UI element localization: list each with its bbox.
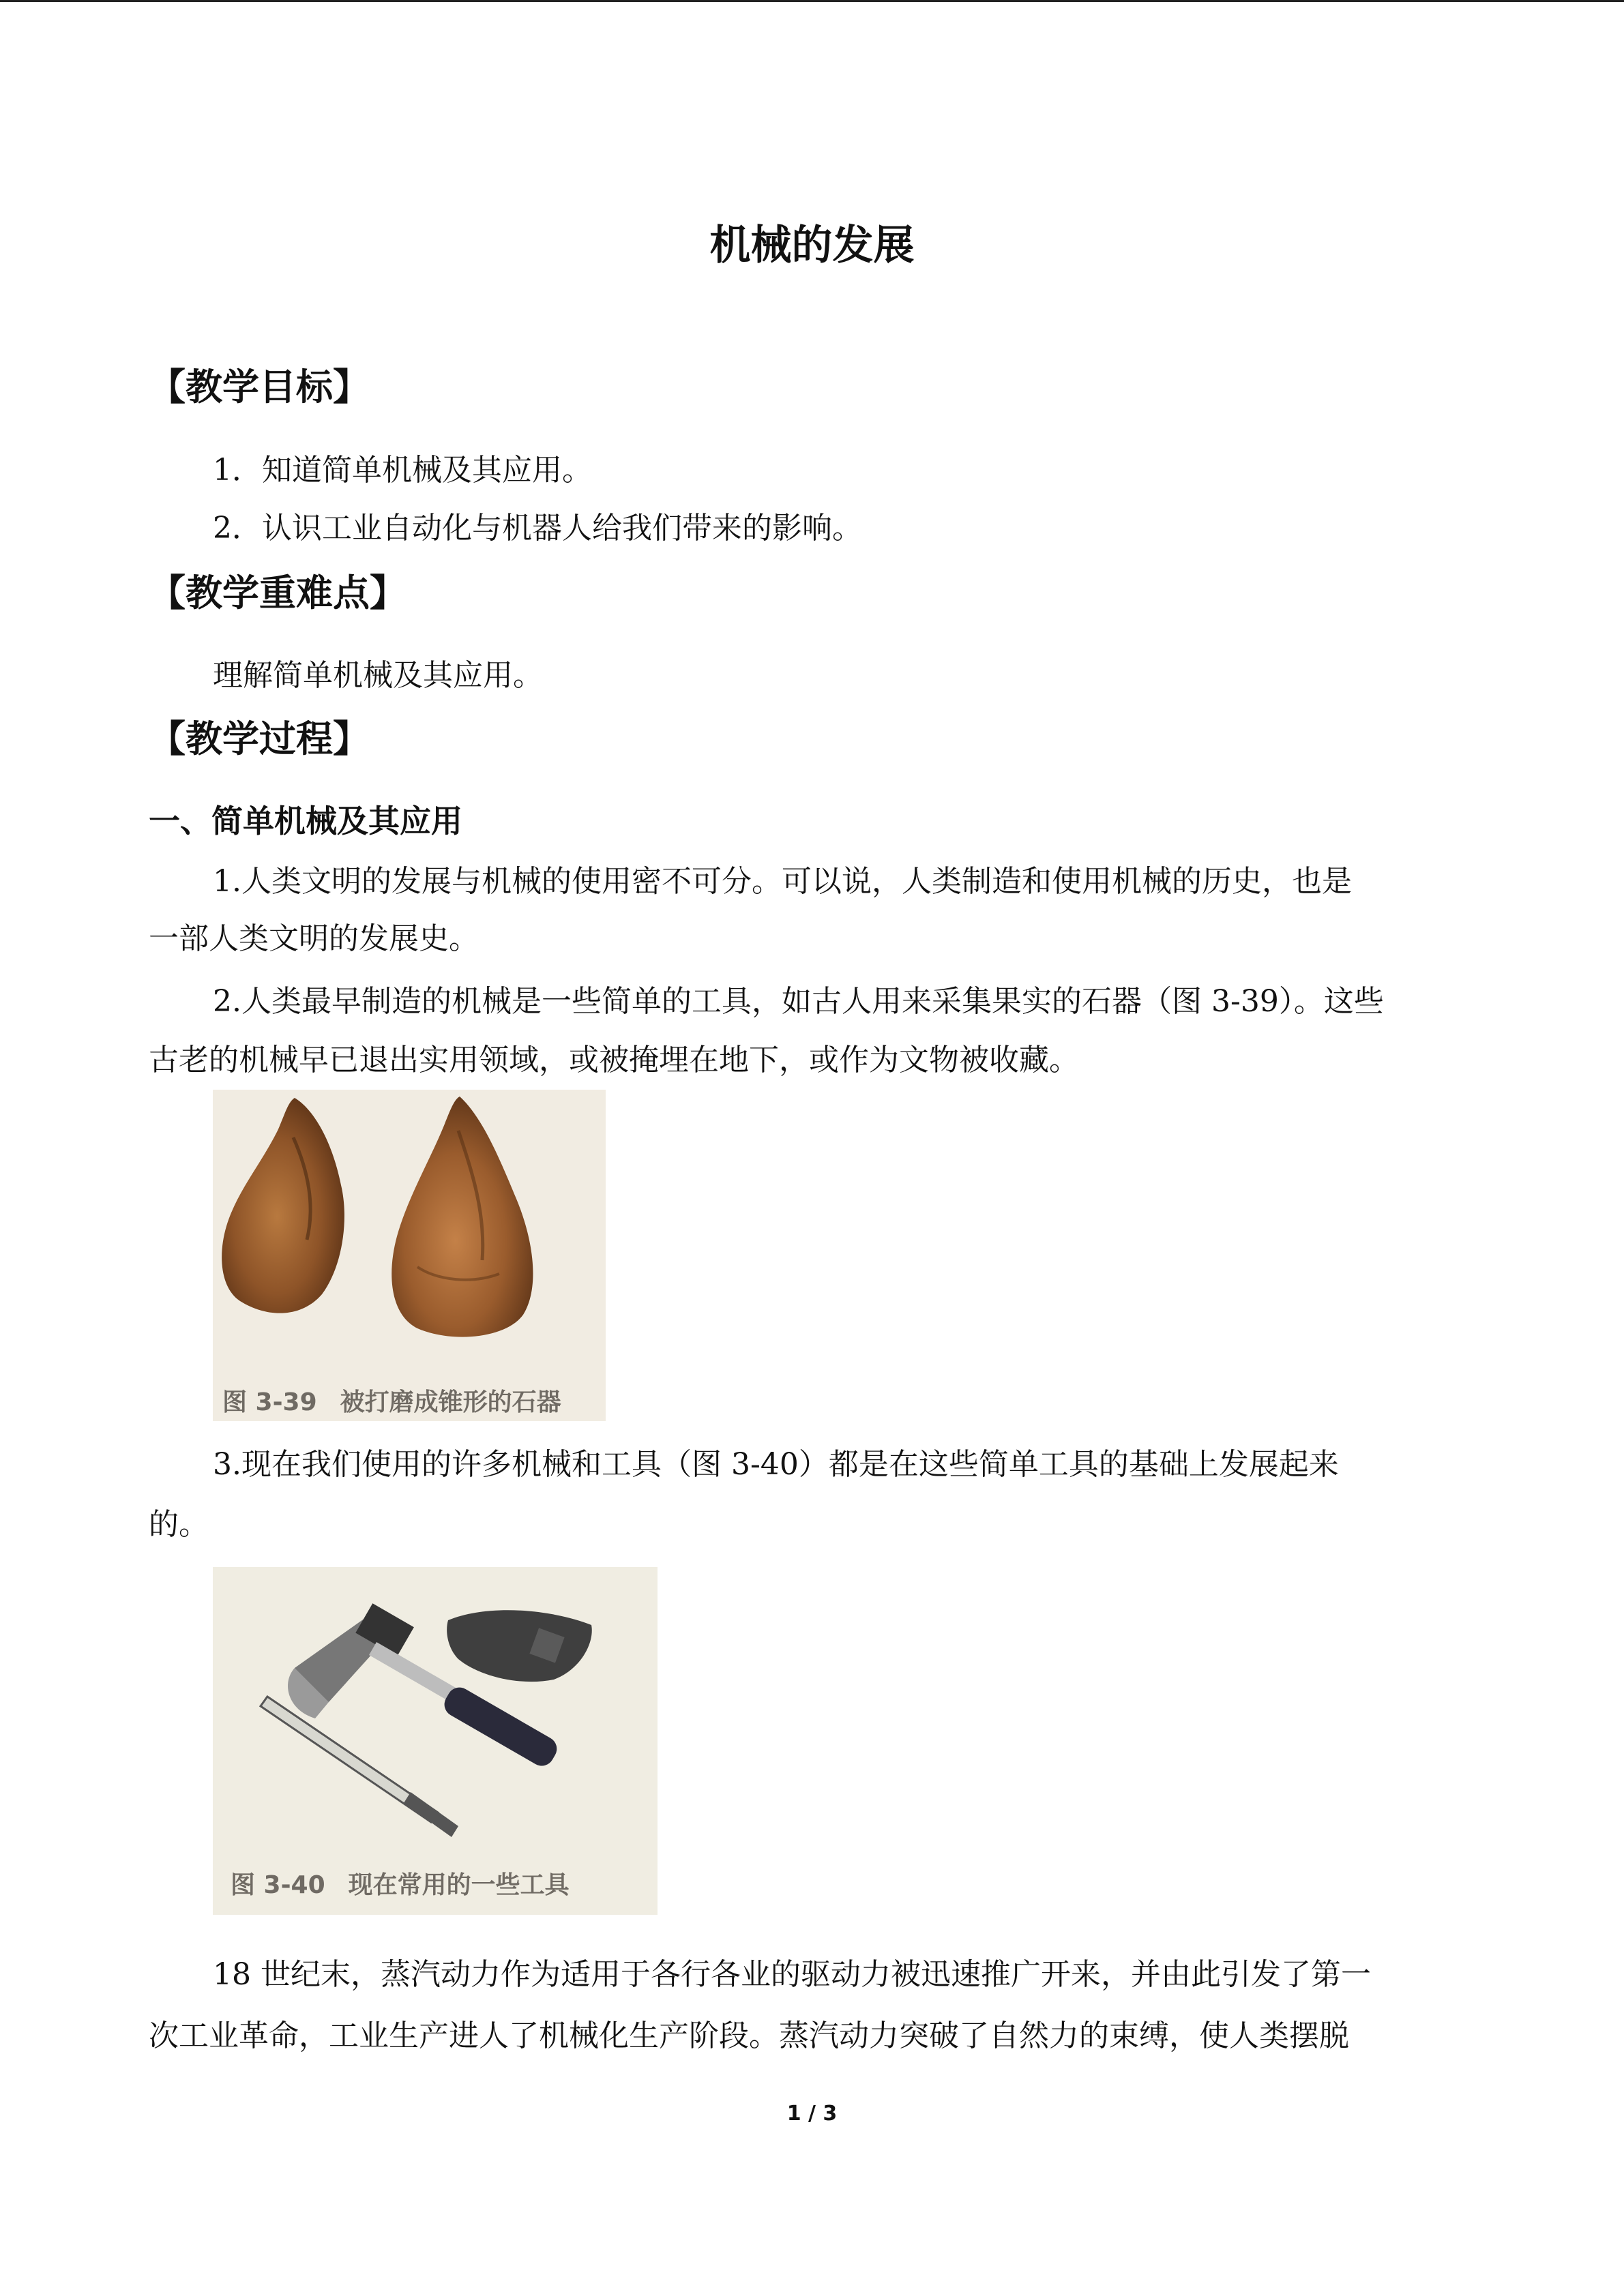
para3-line1: 3.现在我们使用的许多机械和工具（图 3-40）都是在这些简单工具的基础上发展起来 — [213, 1447, 1339, 1482]
fig1-caption — [222, 1383, 561, 1418]
process-heading: 【教学过程】 — [149, 717, 370, 760]
fig1-number: 图 3-39 — [222, 1388, 317, 1416]
para2-line2: 古老的机械早已退出实用领域，或被掩埋在地下，或作为文物被收藏。 — [149, 1043, 1079, 1077]
fig2-number: 图 3-40 — [231, 1871, 325, 1899]
subsection-heading: 一、简单机械及其应用 — [149, 803, 462, 839]
para3-line2: 的。 — [149, 1507, 209, 1542]
stone-tools-figure — [213, 1090, 606, 1421]
para4-line1: 18 世纪末，蒸汽动力作为适用于各行各业的驱动力被迅速推广开来，并由此引发了第一 — [213, 1957, 1371, 1992]
para1-line1: 1.人类文明的发展与机械的使用密不可分。可以说，人类制造和使用机械的历史，也是 — [213, 864, 1352, 899]
document-title: 机械的发展 — [709, 222, 915, 269]
page-number: 1 / 3 — [786, 2102, 838, 2126]
key-points-heading: 【教学重难点】 — [149, 571, 407, 614]
tools-image — [213, 1567, 658, 1915]
stone-tools-image — [213, 1090, 606, 1421]
objectives-heading: 【教学目标】 — [149, 366, 370, 408]
objective-item-2: 2．认识工业自动化与机器人给我们带来的影响。 — [213, 511, 862, 546]
para2-line1: 2.人类最早制造的机械是一些简单的工具，如古人用来采集果实的石器（图 3-39）。这些 — [213, 984, 1384, 1019]
tools-figure — [213, 1567, 658, 1915]
key-points-text: 理解简单机械及其应用。 — [213, 658, 543, 693]
para4-line2: 次工业革命，工业生产进人了机械化生产阶段。蒸汽动力突破了自然力的束缚，使人类摆脱 — [149, 2018, 1349, 2053]
objective-item-1: 1．知道简单机械及其应用。 — [213, 453, 592, 488]
fig2-caption-text: 现在常用的一些工具 — [348, 1871, 570, 1899]
top-border — [0, 0, 1624, 2]
fig2-caption — [231, 1866, 570, 1900]
para1-line2: 一部人类文明的发展史。 — [149, 921, 479, 956]
fig1-caption-text: 被打磨成锥形的石器 — [340, 1388, 561, 1416]
